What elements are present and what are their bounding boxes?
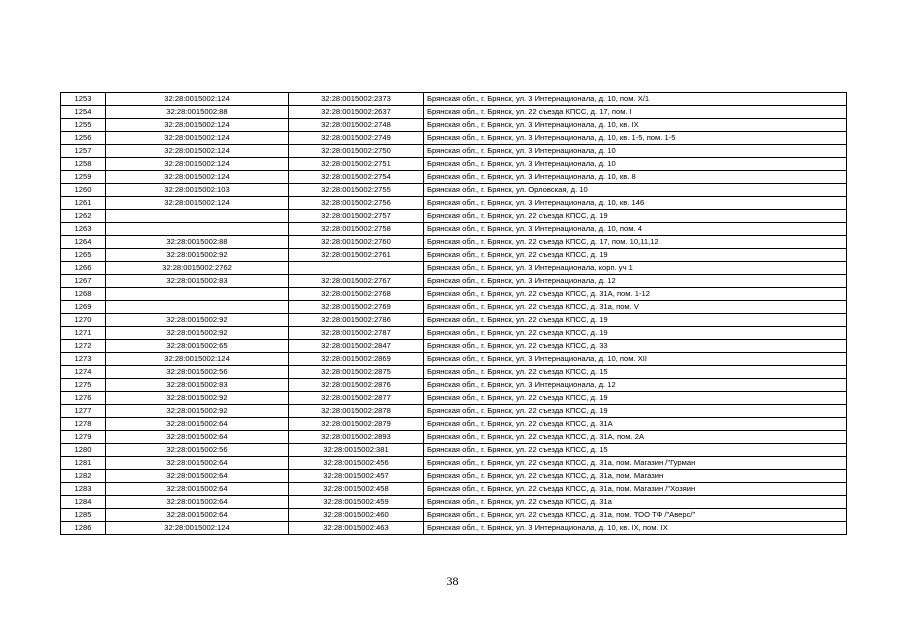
- object-cadastral-number-cell: 32:28:0015002:457: [289, 470, 424, 483]
- parcel-cadastral-number-cell: 32:28:0015002:92: [106, 405, 289, 418]
- row-number-cell: 1272: [61, 340, 106, 353]
- address-cell: Брянская обл., г. Брянск, ул. 22 съезда КПСС, д. 19: [424, 210, 847, 223]
- object-cadastral-number-cell: 32:28:0015002:2847: [289, 340, 424, 353]
- object-cadastral-number-cell: 32:28:0015002:2750: [289, 145, 424, 158]
- table-row: [61, 158, 847, 171]
- parcel-cadastral-number-cell: 32:28:0015002:64: [106, 431, 289, 444]
- row-number-cell: 1255: [61, 119, 106, 132]
- parcel-cadastral-number-cell: 32:28:0015002:124: [106, 197, 289, 210]
- address-cell: Брянская обл., г. Брянск, ул. 3 Интернационала, д. 10: [424, 145, 847, 158]
- parcel-cadastral-number-cell: [106, 288, 289, 301]
- parcel-cadastral-number-cell: 32:28:0015002:64: [106, 457, 289, 470]
- address-cell: Брянская обл., г. Брянск, ул. 22 съезда КПСС, д. 17, пом. I: [424, 106, 847, 119]
- address-cell: Брянская обл., г. Брянск, ул. 22 съезда КПСС, д. 19: [424, 327, 847, 340]
- table-row: [61, 405, 847, 418]
- parcel-cadastral-number-cell: 32:28:0015002:124: [106, 522, 289, 535]
- address-cell: Брянская обл., г. Брянск, ул. 22 съезда КПСС, д. 31а, пом. Магазин /"Гурман: [424, 457, 847, 470]
- row-number-cell: 1283: [61, 483, 106, 496]
- parcel-cadastral-number-cell: [106, 223, 289, 236]
- table-row: [61, 223, 847, 236]
- object-cadastral-number-cell: 32:28:0015002:2876: [289, 379, 424, 392]
- parcel-cadastral-number-cell: 32:28:0015002:124: [106, 145, 289, 158]
- table-row: [61, 327, 847, 340]
- row-number-cell: 1279: [61, 431, 106, 444]
- address-cell: Брянская обл., г. Брянск, ул. 22 съезда КПСС, д. 19: [424, 392, 847, 405]
- parcel-cadastral-number-cell: 32:28:0015002:56: [106, 366, 289, 379]
- row-number-cell: 1282: [61, 470, 106, 483]
- row-number-cell: 1276: [61, 392, 106, 405]
- table-body: [61, 93, 847, 535]
- address-cell: Брянская обл., г. Брянск, ул. 3 Интернационала, д. 10, кв. IX: [424, 119, 847, 132]
- object-cadastral-number-cell: 32:28:0015002:2767: [289, 275, 424, 288]
- object-cadastral-number-cell: 32:28:0015002:463: [289, 522, 424, 535]
- parcel-cadastral-number-cell: 32:28:0015002:64: [106, 509, 289, 522]
- row-number-cell: 1268: [61, 288, 106, 301]
- table-row: [61, 249, 847, 262]
- address-cell: Брянская обл., г. Брянск, ул. 3 Интернационала, д. 10, кв. 8: [424, 171, 847, 184]
- object-cadastral-number-cell: 32:28:0015002:2749: [289, 132, 424, 145]
- row-number-cell: 1267: [61, 275, 106, 288]
- table-row: [61, 301, 847, 314]
- table-row: [61, 418, 847, 431]
- parcel-cadastral-number-cell: 32:28:0015002:124: [106, 132, 289, 145]
- table-row: [61, 314, 847, 327]
- row-number-cell: 1254: [61, 106, 106, 119]
- table-row: [61, 457, 847, 470]
- address-cell: Брянская обл., г. Брянск, ул. 22 съезда КПСС, д. 31А: [424, 418, 847, 431]
- parcel-cadastral-number-cell: [106, 210, 289, 223]
- parcel-cadastral-number-cell: 32:28:0015002:64: [106, 470, 289, 483]
- address-cell: Брянская обл., г. Брянск, ул. 3 Интернационала, корп. уч 1: [424, 262, 847, 275]
- parcel-cadastral-number-cell: 32:28:0015002:64: [106, 418, 289, 431]
- table-row: [61, 184, 847, 197]
- table-row: [61, 197, 847, 210]
- row-number-cell: 1256: [61, 132, 106, 145]
- object-cadastral-number-cell: 32:28:0015002:2879: [289, 418, 424, 431]
- object-cadastral-number-cell: 32:28:0015002:458: [289, 483, 424, 496]
- address-cell: Брянская обл., г. Брянск, ул. 22 съезда КПСС, д. 31а, пом. V: [424, 301, 847, 314]
- table-row: [61, 236, 847, 249]
- table-row: [61, 379, 847, 392]
- object-cadastral-number-cell: 32:28:0015002:460: [289, 509, 424, 522]
- parcel-cadastral-number-cell: 32:28:0015002:83: [106, 275, 289, 288]
- row-number-cell: 1285: [61, 509, 106, 522]
- address-cell: Брянская обл., г. Брянск, ул. 3 Интернационала, д. 10, пом. XII: [424, 353, 847, 366]
- row-number-cell: 1266: [61, 262, 106, 275]
- parcel-cadastral-number-cell: 32:28:0015002:83: [106, 379, 289, 392]
- row-number-cell: 1260: [61, 184, 106, 197]
- object-cadastral-number-cell: 32:28:0015002:2637: [289, 106, 424, 119]
- row-number-cell: 1264: [61, 236, 106, 249]
- parcel-cadastral-number-cell: 32:28:0015002:92: [106, 327, 289, 340]
- parcel-cadastral-number-cell: 32:28:0015002:88: [106, 236, 289, 249]
- parcel-cadastral-number-cell: 32:28:0015002:92: [106, 249, 289, 262]
- table-row: [61, 275, 847, 288]
- address-cell: Брянская обл., г. Брянск, ул. 3 Интернационала, д. 10, кв. IX, пом. IX: [424, 522, 847, 535]
- address-cell: Брянская обл., г. Брянск, ул. 3 Интернационала, д. 10, пом. X/1: [424, 93, 847, 106]
- object-cadastral-number-cell: [289, 262, 424, 275]
- table-row: [61, 366, 847, 379]
- address-cell: Брянская обл., г. Брянск, ул. 3 Интернационала, д. 10, кв. 1-5, пом. 1-5: [424, 132, 847, 145]
- table-row: [61, 262, 847, 275]
- address-cell: Брянская обл., г. Брянск, ул. 3 Интернационала, д. 10, пом. 4: [424, 223, 847, 236]
- address-cell: Брянская обл., г. Брянск, ул. 22 съезда КПСС, д. 31а, пом. ТОО ТФ /"Аверс/": [424, 509, 847, 522]
- address-cell: Брянская обл., г. Брянск, ул. 3 Интернационала, д. 12: [424, 379, 847, 392]
- row-number-cell: 1262: [61, 210, 106, 223]
- address-cell: Брянская обл., г. Брянск, ул. 22 съезда КПСС, д. 33: [424, 340, 847, 353]
- object-cadastral-number-cell: 32:28:0015002:2760: [289, 236, 424, 249]
- cadastral-table: [60, 92, 847, 535]
- row-number-cell: 1265: [61, 249, 106, 262]
- object-cadastral-number-cell: 32:28:0015002:2761: [289, 249, 424, 262]
- table-row: [61, 106, 847, 119]
- object-cadastral-number-cell: 32:28:0015002:2769: [289, 301, 424, 314]
- row-number-cell: 1259: [61, 171, 106, 184]
- parcel-cadastral-number-cell: 32:28:0015002:64: [106, 483, 289, 496]
- table-row: [61, 496, 847, 509]
- address-cell: Брянская обл., г. Брянск, ул. 22 съезда КПСС, д. 31а, пом. Магазин /"Хозяин: [424, 483, 847, 496]
- address-cell: Брянская обл., г. Брянск, ул. 3 Интернационала, д. 10: [424, 158, 847, 171]
- address-cell: Брянская обл., г. Брянск, ул. 22 съезда КПСС, д. 31а: [424, 496, 847, 509]
- object-cadastral-number-cell: 32:28:0015002:456: [289, 457, 424, 470]
- parcel-cadastral-number-cell: 32:28:0015002:2762: [106, 262, 289, 275]
- address-cell: Брянская обл., г. Брянск, ул. Орловская, д. 10: [424, 184, 847, 197]
- row-number-cell: 1275: [61, 379, 106, 392]
- object-cadastral-number-cell: 32:28:0015002:2751: [289, 158, 424, 171]
- table-row: [61, 210, 847, 223]
- object-cadastral-number-cell: 32:28:0015002:2373: [289, 93, 424, 106]
- table-row: [61, 353, 847, 366]
- object-cadastral-number-cell: 32:28:0015002:2877: [289, 392, 424, 405]
- parcel-cadastral-number-cell: 32:28:0015002:64: [106, 496, 289, 509]
- address-cell: Брянская обл., г. Брянск, ул. 22 съезда КПСС, д. 17, пом. 10,11,12: [424, 236, 847, 249]
- row-number-cell: 1281: [61, 457, 106, 470]
- table-row: [61, 340, 847, 353]
- table-row: [61, 93, 847, 106]
- object-cadastral-number-cell: 32:28:0015002:2757: [289, 210, 424, 223]
- table-row: [61, 509, 847, 522]
- parcel-cadastral-number-cell: 32:28:0015002:124: [106, 158, 289, 171]
- object-cadastral-number-cell: 32:28:0015002:381: [289, 444, 424, 457]
- object-cadastral-number-cell: 32:28:0015002:2893: [289, 431, 424, 444]
- table-row: [61, 431, 847, 444]
- object-cadastral-number-cell: 32:28:0015002:2878: [289, 405, 424, 418]
- row-number-cell: 1271: [61, 327, 106, 340]
- row-number-cell: 1263: [61, 223, 106, 236]
- object-cadastral-number-cell: 32:28:0015002:2787: [289, 327, 424, 340]
- parcel-cadastral-number-cell: 32:28:0015002:124: [106, 171, 289, 184]
- object-cadastral-number-cell: 32:28:0015002:2758: [289, 223, 424, 236]
- table-row: [61, 171, 847, 184]
- object-cadastral-number-cell: 32:28:0015002:2869: [289, 353, 424, 366]
- row-number-cell: 1280: [61, 444, 106, 457]
- parcel-cadastral-number-cell: 32:28:0015002:56: [106, 444, 289, 457]
- address-cell: Брянская обл., г. Брянск, ул. 22 съезда КПСС, д. 19: [424, 405, 847, 418]
- address-cell: Брянская обл., г. Брянск, ул. 22 съезда КПСС, д. 19: [424, 314, 847, 327]
- address-cell: Брянская обл., г. Брянск, ул. 22 съезда КПСС, д. 31А, пом. 1-12: [424, 288, 847, 301]
- table-row: [61, 483, 847, 496]
- address-cell: Брянская обл., г. Брянск, ул. 22 съезда КПСС, д. 31А, пом. 2А: [424, 431, 847, 444]
- object-cadastral-number-cell: 32:28:0015002:2748: [289, 119, 424, 132]
- table-row: [61, 132, 847, 145]
- parcel-cadastral-number-cell: 32:28:0015002:65: [106, 340, 289, 353]
- row-number-cell: 1277: [61, 405, 106, 418]
- object-cadastral-number-cell: 32:28:0015002:2754: [289, 171, 424, 184]
- parcel-cadastral-number-cell: 32:28:0015002:124: [106, 93, 289, 106]
- row-number-cell: 1270: [61, 314, 106, 327]
- row-number-cell: 1273: [61, 353, 106, 366]
- object-cadastral-number-cell: 32:28:0015002:2768: [289, 288, 424, 301]
- object-cadastral-number-cell: 32:28:0015002:2875: [289, 366, 424, 379]
- row-number-cell: 1257: [61, 145, 106, 158]
- address-cell: Брянская обл., г. Брянск, ул. 3 Интернационала, д. 12: [424, 275, 847, 288]
- parcel-cadastral-number-cell: 32:28:0015002:92: [106, 314, 289, 327]
- row-number-cell: 1284: [61, 496, 106, 509]
- object-cadastral-number-cell: 32:28:0015002:2756: [289, 197, 424, 210]
- row-number-cell: 1274: [61, 366, 106, 379]
- address-cell: Брянская обл., г. Брянск, ул. 22 съезда КПСС, д. 19: [424, 249, 847, 262]
- parcel-cadastral-number-cell: 32:28:0015002:124: [106, 353, 289, 366]
- address-cell: Брянская обл., г. Брянск, ул. 22 съезда КПСС, д. 15: [424, 444, 847, 457]
- row-number-cell: 1253: [61, 93, 106, 106]
- table-row: [61, 392, 847, 405]
- parcel-cadastral-number-cell: 32:28:0015002:124: [106, 119, 289, 132]
- object-cadastral-number-cell: 32:28:0015002:2786: [289, 314, 424, 327]
- table-row: [61, 444, 847, 457]
- parcel-cadastral-number-cell: 32:28:0015002:92: [106, 392, 289, 405]
- table-row: [61, 522, 847, 535]
- parcel-cadastral-number-cell: 32:28:0015002:88: [106, 106, 289, 119]
- parcel-cadastral-number-cell: 32:28:0015002:103: [106, 184, 289, 197]
- table-row: [61, 145, 847, 158]
- parcel-cadastral-number-cell: [106, 301, 289, 314]
- row-number-cell: 1261: [61, 197, 106, 210]
- address-cell: Брянская обл., г. Брянск, ул. 22 съезда КПСС, д. 31а, пом. Магазин: [424, 470, 847, 483]
- page-number: 38: [446, 574, 459, 588]
- object-cadastral-number-cell: 32:28:0015002:2755: [289, 184, 424, 197]
- row-number-cell: 1286: [61, 522, 106, 535]
- row-number-cell: 1269: [61, 301, 106, 314]
- row-number-cell: 1278: [61, 418, 106, 431]
- table-row: [61, 288, 847, 301]
- object-cadastral-number-cell: 32:28:0015002:459: [289, 496, 424, 509]
- row-number-cell: 1258: [61, 158, 106, 171]
- table-row: [61, 119, 847, 132]
- address-cell: Брянская обл., г. Брянск, ул. 3 Интернационала, д. 10, кв. 146: [424, 197, 847, 210]
- table-row: [61, 470, 847, 483]
- address-cell: Брянская обл., г. Брянск, ул. 22 съезда КПСС, д. 15: [424, 366, 847, 379]
